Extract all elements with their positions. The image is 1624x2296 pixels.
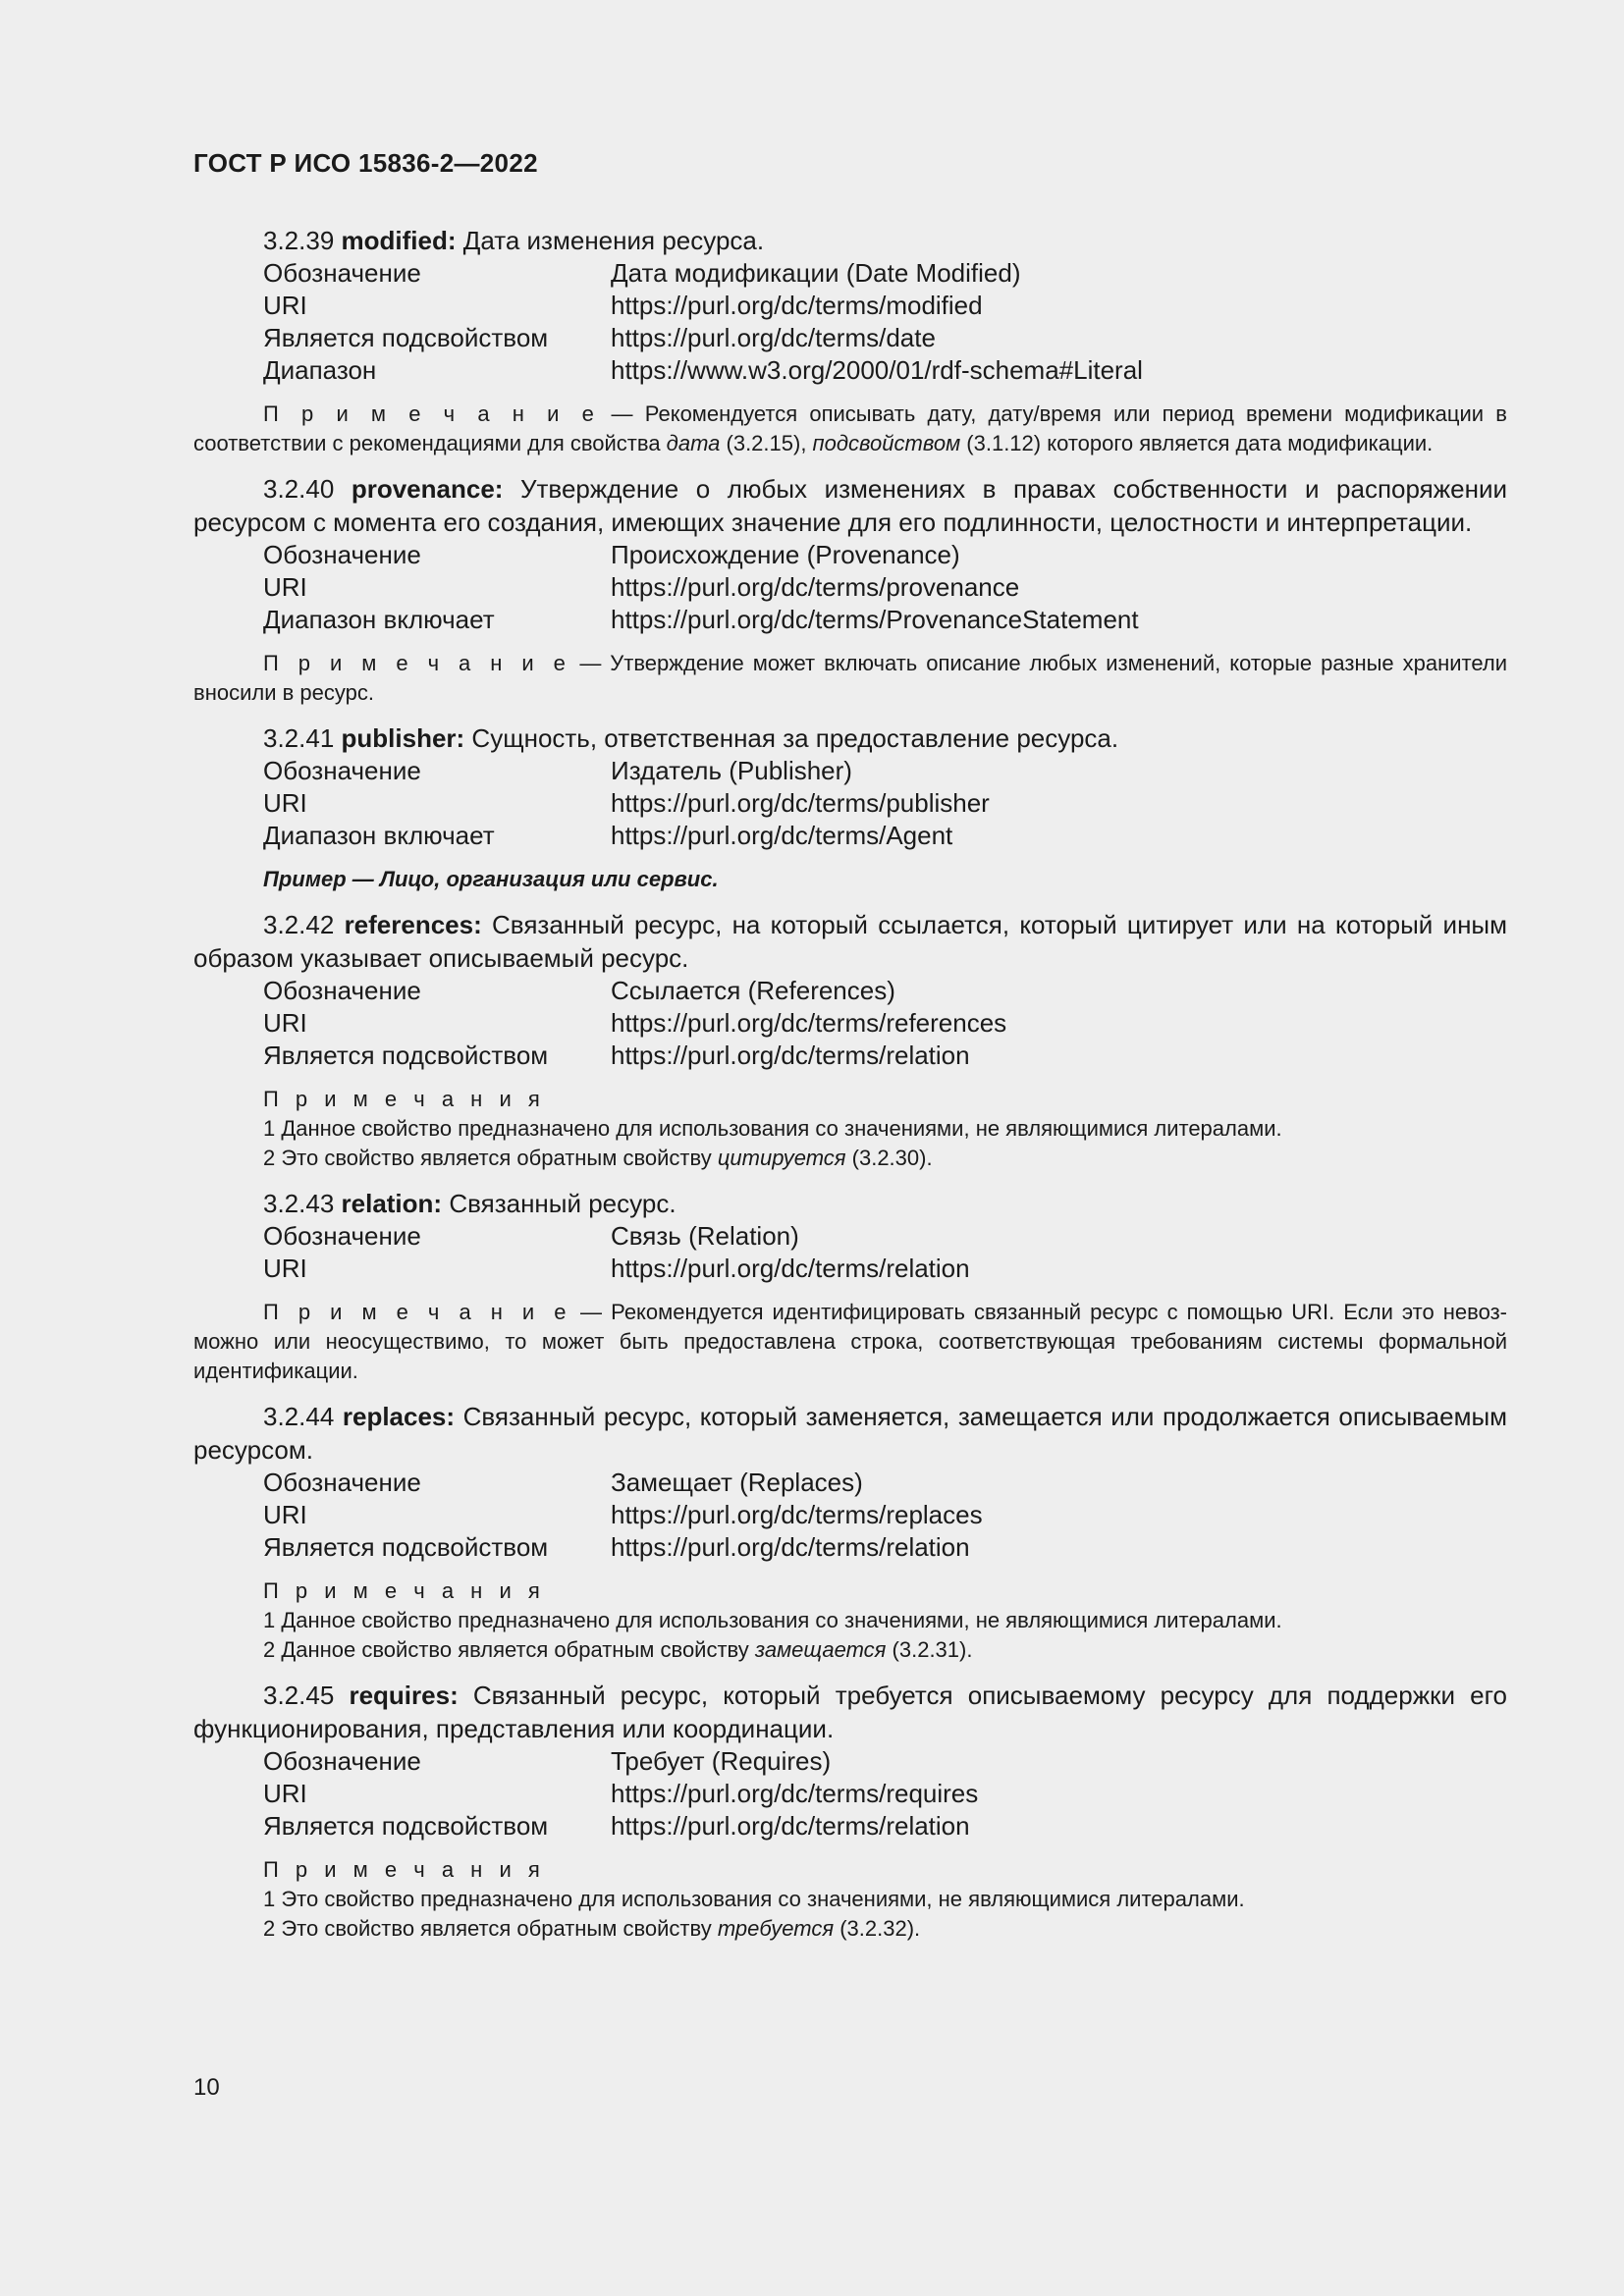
- property-value: Требует (Requires): [611, 1746, 832, 1776]
- property-value: https://purl.org/dc/terms/relation: [611, 1811, 970, 1841]
- property-key: URI: [263, 1500, 307, 1529]
- term-name: replaces:: [342, 1402, 456, 1431]
- italic-term: требуется: [717, 1916, 835, 1941]
- notes-label: П р и м е ч а н и я: [263, 1578, 546, 1603]
- example: Пример — Лицо, организация или сервис.: [263, 867, 719, 891]
- document-body: [193, 224, 1507, 1944]
- term-definition: 3.2.45 requires: Связанный ресурс, который требуется описываемому ресурсу для поддержки его функционирования, представления или координации.: [193, 1681, 1507, 1743]
- term-entry: [193, 224, 1507, 458]
- property-row: [263, 1220, 1507, 1253]
- term-definition: 3.2.44 replaces: Связанный ресурс, который заменяется, замещается или продолжается описываемым ресурсом.: [193, 1402, 1508, 1465]
- property-key: Обозначение: [263, 540, 421, 569]
- note-item: 1 Данное свойство предназначено для использования со значениями, не являющимися литералами.: [263, 1116, 1282, 1141]
- notes-label: П р и м е ч а н и я: [263, 1857, 546, 1882]
- property-value: https://purl.org/dc/terms/publisher: [611, 788, 990, 818]
- property-value: Замещает (Replaces): [611, 1468, 863, 1497]
- property-row: [263, 257, 1507, 290]
- property-key: Обозначение: [263, 1221, 421, 1251]
- property-key: Обозначение: [263, 976, 421, 1005]
- italic-term: замещается: [754, 1637, 887, 1662]
- property-key: URI: [263, 291, 307, 320]
- property-row: [263, 290, 1507, 322]
- property-row: [263, 539, 1507, 571]
- term-entry: [193, 908, 1507, 1173]
- term-entry: [193, 1400, 1507, 1665]
- italic-term: дата: [666, 431, 721, 455]
- property-key: Является подсвойством: [263, 1532, 549, 1562]
- property-value: https://purl.org/dc/terms/provenance: [611, 572, 1020, 602]
- property-key: Является подсвойством: [263, 1811, 549, 1841]
- property-key: URI: [263, 788, 307, 818]
- property-value: https://purl.org/dc/terms/relation: [611, 1532, 970, 1562]
- note-label: П р и м е ч а н и е: [263, 401, 600, 426]
- property-value: Дата модификации (Date Modified): [611, 258, 1021, 288]
- page-number: 10: [193, 2074, 220, 2101]
- note-item: 2 Это свойство является обратным свойству требуется (3.2.32).: [263, 1916, 921, 1941]
- spacer: [193, 1173, 1507, 1187]
- note: [193, 1298, 1507, 1386]
- property-table: [263, 539, 1507, 636]
- term-name: requires:: [349, 1681, 459, 1710]
- note-item: 2 Это свойство является обратным свойству цитируется (3.2.30).: [263, 1146, 933, 1170]
- property-row: [263, 787, 1507, 820]
- property-value: Связь (Relation): [611, 1221, 799, 1251]
- note-text: П р и м е ч а н и е — Рекомендуется идентифицировать связанный ресурс с помощью URI. Если это невозможно или неосуществимо, то может быть предоставлена строка, соответствующая требованиям системы формальной идентификации.: [193, 1300, 1507, 1383]
- property-row: [263, 975, 1507, 1007]
- notes: [263, 1576, 1507, 1665]
- term-name: provenance:: [351, 474, 504, 504]
- property-key: Обозначение: [263, 1746, 421, 1776]
- property-table: [263, 755, 1507, 852]
- property-value: https://purl.org/dc/terms/references: [611, 1008, 1007, 1038]
- note-label: П р и м е ч а н и е: [263, 651, 571, 675]
- term-entry: [193, 1679, 1507, 1944]
- property-value: https://www.w3.org/2000/01/rdf-schema#Literal: [611, 355, 1143, 385]
- spacer: [193, 894, 1507, 908]
- property-row: [263, 604, 1507, 636]
- term-name: publisher:: [341, 723, 465, 753]
- property-row: [263, 1499, 1507, 1531]
- property-key: URI: [263, 572, 307, 602]
- note-text: П р и м е ч а н и е — Утверждение может включать описание любых изменений, которые разные хранители вносили в ресурс.: [193, 651, 1507, 705]
- notes-label: П р и м е ч а н и я: [263, 1087, 546, 1111]
- note-label: П р и м е ч а н и е: [263, 1300, 571, 1324]
- property-value: https://purl.org/dc/terms/relation: [611, 1041, 970, 1070]
- term-entry: [193, 472, 1507, 708]
- property-value: Ссылается (References): [611, 976, 895, 1005]
- spacer: [193, 458, 1507, 472]
- property-row: [263, 1531, 1507, 1564]
- property-key: Обозначение: [263, 258, 421, 288]
- property-row: [263, 1253, 1507, 1285]
- term-definition: 3.2.40 provenance: Утверждение о любых изменениях в правах собственности и распоряжении ресурсом с момента его создания, имеющих значение для его подлинности, целостности и интерпретации.: [193, 474, 1508, 537]
- italic-term: цитируется: [717, 1146, 846, 1170]
- property-row: [263, 1007, 1507, 1040]
- property-row: [263, 1810, 1507, 1842]
- property-value: https://purl.org/dc/terms/modified: [611, 291, 983, 320]
- term-name: modified:: [341, 226, 457, 255]
- term-name: references:: [344, 910, 482, 939]
- property-table: [263, 975, 1507, 1072]
- spacer: [193, 708, 1507, 721]
- property-row: [263, 354, 1507, 387]
- property-key: Обозначение: [263, 1468, 421, 1497]
- property-key: Является подсвойством: [263, 1041, 549, 1070]
- property-key: Диапазон включает: [263, 821, 495, 850]
- note-text: П р и м е ч а н и е — Рекомендуется описывать дату, дату/время или период времени модификации в соответствии с рекомендациями для свойства дата (3.2.15), подсвойством (3.1.12) которого является дата модификации.: [193, 401, 1507, 455]
- property-value: https://purl.org/dc/terms/relation: [611, 1254, 970, 1283]
- property-key: Диапазон включает: [263, 605, 495, 634]
- property-table: [263, 1467, 1507, 1564]
- property-value: Издатель (Publisher): [611, 756, 852, 785]
- property-row: [263, 755, 1507, 787]
- property-row: [263, 1040, 1507, 1072]
- property-table: [263, 1745, 1507, 1842]
- property-row: [263, 322, 1507, 354]
- property-key: URI: [263, 1008, 307, 1038]
- property-table: [263, 1220, 1507, 1285]
- property-value: https://purl.org/dc/terms/Agent: [611, 821, 953, 850]
- property-key: URI: [263, 1254, 307, 1283]
- term-entry: [193, 721, 1507, 894]
- property-key: URI: [263, 1779, 307, 1808]
- property-value: https://purl.org/dc/terms/date: [611, 323, 936, 352]
- term-definition: 3.2.39 modified: Дата изменения ресурса.: [263, 226, 765, 255]
- term-definition: 3.2.43 relation: Связанный ресурс.: [263, 1189, 677, 1218]
- property-row: [263, 1467, 1507, 1499]
- term-definition: 3.2.42 references: Связанный ресурс, на который ссылается, который цитирует или на который иным образом указывает описываемый ресурс.: [193, 910, 1507, 973]
- note-item: 1 Данное свойство предназначено для использования со значениями, не являющимися литералами.: [263, 1608, 1282, 1632]
- page-header: ГОСТ Р ИСО 15836-2—2022: [193, 148, 538, 178]
- property-value: Происхождение (Provenance): [611, 540, 960, 569]
- notes: [263, 1085, 1507, 1173]
- italic-term: подсвойством: [812, 431, 961, 455]
- property-table: [263, 257, 1507, 387]
- spacer: [193, 1386, 1507, 1400]
- note: [193, 400, 1507, 458]
- notes: [263, 1855, 1507, 1944]
- property-row: [263, 820, 1507, 852]
- property-row: [263, 571, 1507, 604]
- note: [193, 649, 1507, 708]
- term-definition: 3.2.41 publisher: Сущность, ответственная за предоставление ресурса.: [263, 723, 1119, 753]
- term-entry: [193, 1187, 1507, 1386]
- note-item: 1 Это свойство предназначено для использования со значениями, не являющимися литералами.: [263, 1887, 1245, 1911]
- property-key: Обозначение: [263, 756, 421, 785]
- property-key: Диапазон: [263, 355, 377, 385]
- property-value: https://purl.org/dc/terms/ProvenanceStatement: [611, 605, 1139, 634]
- spacer: [193, 1665, 1507, 1679]
- property-key: Является подсвойством: [263, 323, 549, 352]
- property-row: [263, 1778, 1507, 1810]
- property-value: https://purl.org/dc/terms/replaces: [611, 1500, 983, 1529]
- note-item: 2 Данное свойство является обратным свойству замещается (3.2.31).: [263, 1637, 973, 1662]
- term-name: relation:: [341, 1189, 443, 1218]
- property-value: https://purl.org/dc/terms/requires: [611, 1779, 979, 1808]
- property-row: [263, 1745, 1507, 1778]
